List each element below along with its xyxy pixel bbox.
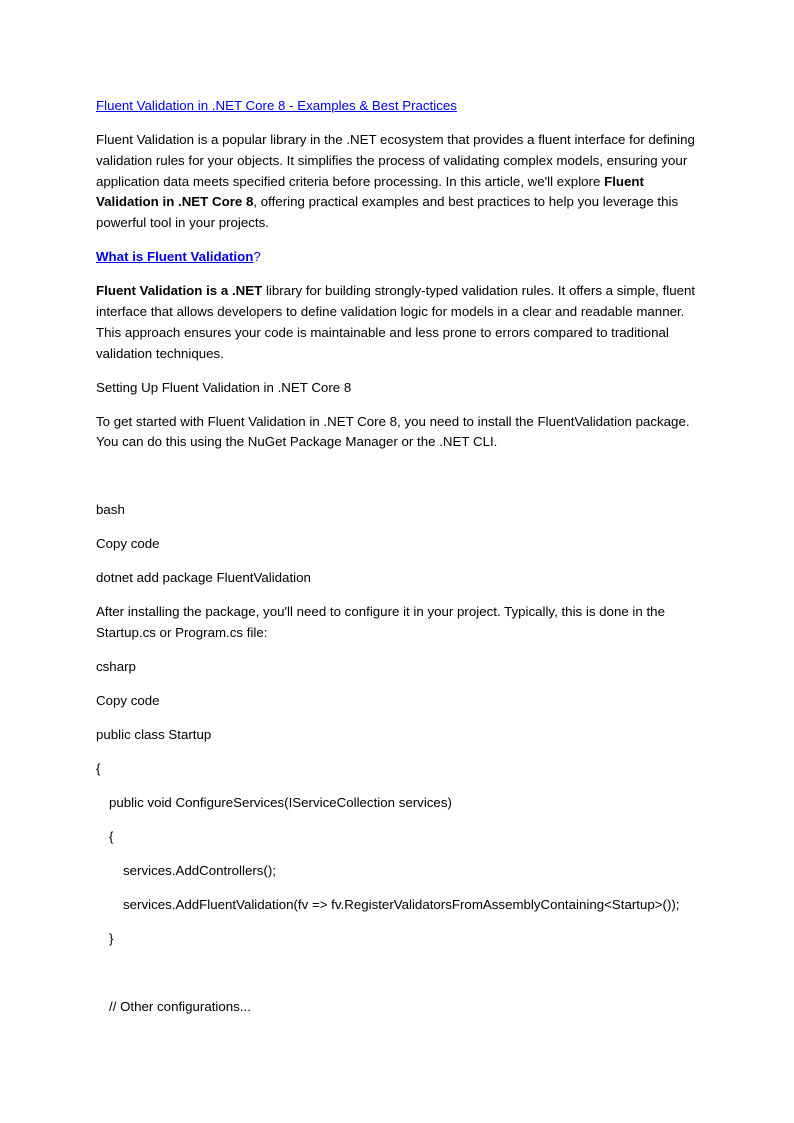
what-is-link[interactable] (96, 249, 253, 264)
code-line-add-fluent-validation: services.AddFluentValidation(fv => fv.RegisterValidatorsFromAssemblyContaining<Startup>()); (123, 896, 680, 912)
code-line-comment: // Other configurations... (109, 998, 251, 1014)
spacer (96, 466, 696, 500)
code-line-method-close-brace: } (109, 930, 114, 946)
what-is-heading (96, 247, 696, 268)
config-paragraph: After installing the package, you'll need to configure it in your project. Typically, this is done in the Startup.cs or Program.cs file: (96, 604, 665, 641)
setup-heading: Setting Up Fluent Validation in .NET Core 8 (96, 379, 352, 395)
what-is-question-mark: ? (253, 249, 261, 265)
code-line-add-controllers: services.AddControllers(); (123, 862, 276, 878)
title-link[interactable]: Fluent Validation in .NET Core 8 - Examples & Best Practices (96, 98, 457, 113)
code-line-open-brace: { (96, 760, 101, 776)
definition-bold: Fluent Validation is a .NET (96, 283, 263, 299)
intro-text-1: Fluent Validation is a popular library in the .NET ecosystem that provides a fluent interface for defining validation rules for your objects. It simplifies the process of validating complex models, ensuring your application data meets specified criteria before processing. In this article, we'll explore (96, 131, 695, 189)
title-paragraph (96, 96, 696, 117)
code-line-method: public void ConfigureServices(IServiceCollection services) (109, 794, 452, 810)
code-line-method-open-brace: { (109, 828, 114, 844)
code-line-class: public class Startup (96, 726, 212, 742)
copy-code-label-1: Copy code (96, 536, 160, 552)
install-command: dotnet add package FluentValidation (96, 570, 311, 586)
setup-paragraph: To get started with Fluent Validation in .NET Core 8, you need to install the FluentValidation package. You can do this using the NuGet Package Manager or the .NET CLI. (96, 413, 690, 450)
code-spacer (96, 963, 696, 997)
document-page (96, 96, 696, 1031)
intro-text-2: , offering practical examples and best practices to help you leverage this powerful tool in your projects. (96, 194, 679, 231)
code-language-bash: bash (96, 502, 125, 518)
intro-paragraph (96, 130, 696, 234)
what-is-link-text: What is Fluent Validation (96, 249, 254, 265)
copy-code-label-2: Copy code (96, 693, 160, 708)
code-language-csharp: csharp (96, 659, 136, 675)
intro-bold: Fluent Validation in .NET Core 8 (96, 173, 644, 210)
definition-paragraph (96, 281, 696, 364)
definition-text: library for building strongly-typed validation rules. It offers a simple, fluent interface that allows developers to define validation logic for models in a clear and readable manner. This approach ensures your code is maintainable and less prone to errors compared to traditional validation techniques. (96, 283, 696, 361)
